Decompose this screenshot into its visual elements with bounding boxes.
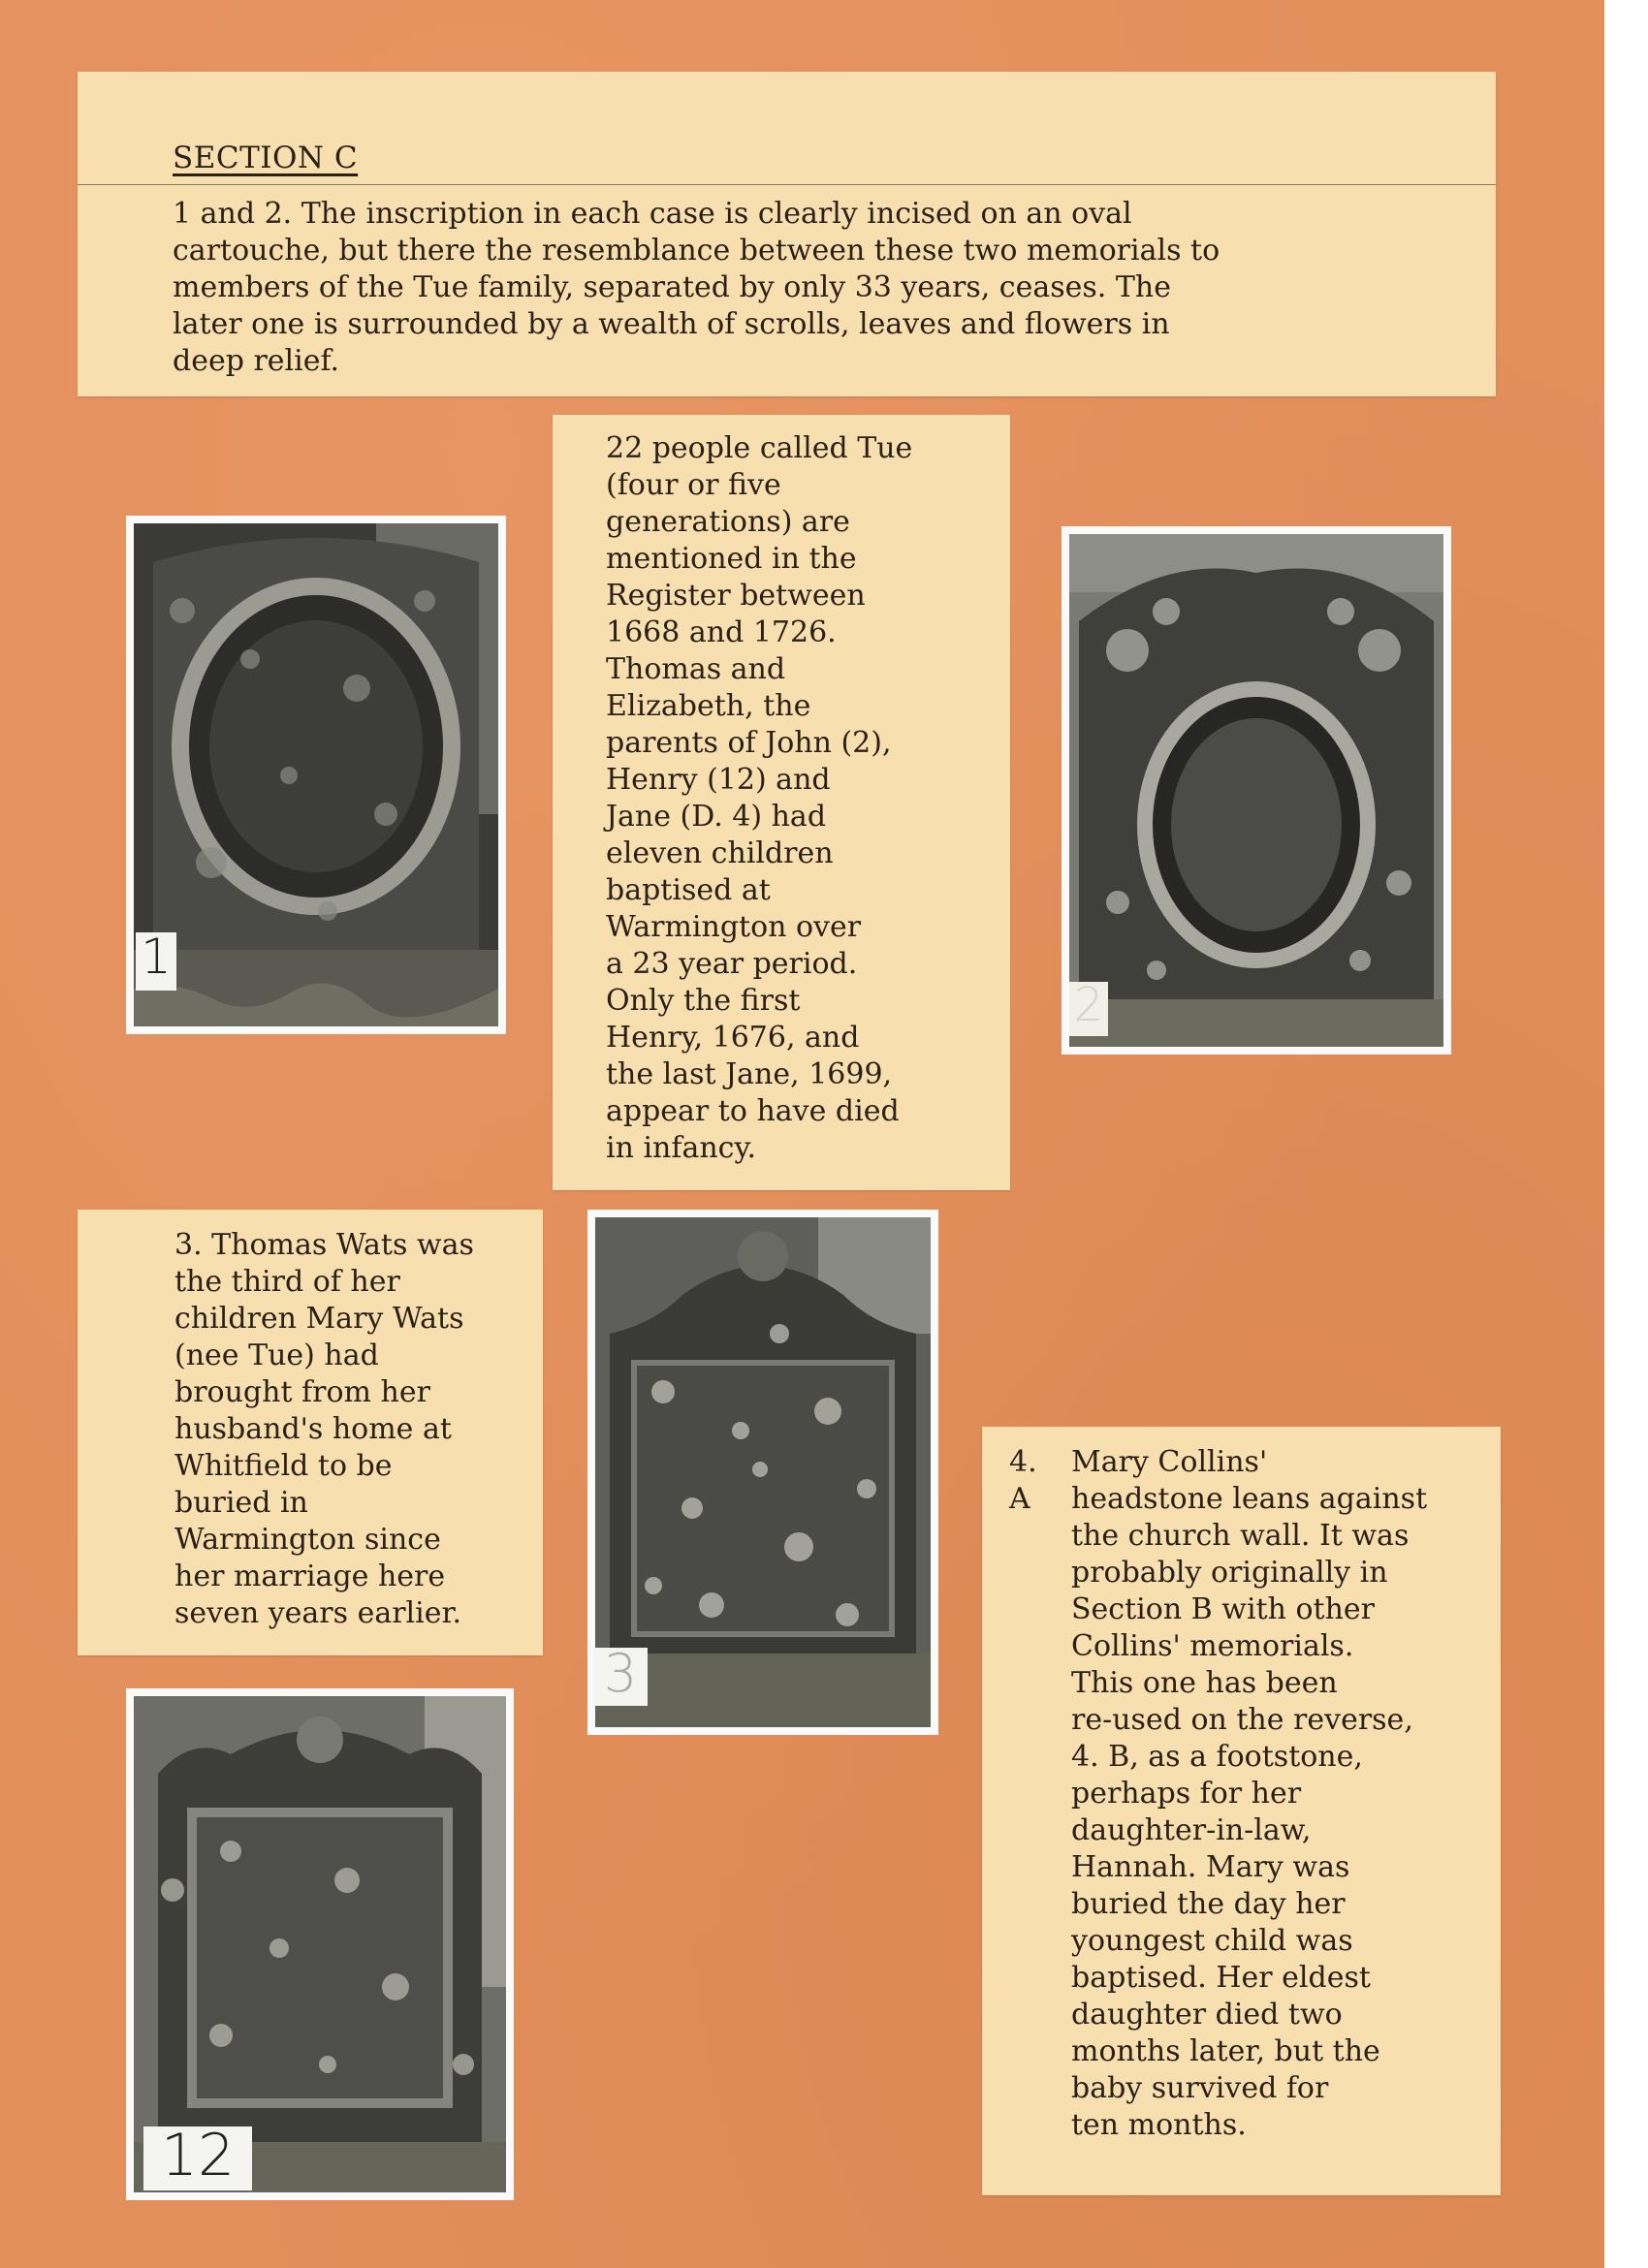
mary-collins-note-card [982,1427,1501,2195]
photo-number-tag-2: 2 [1069,982,1108,1036]
headstone-12-image [134,1696,506,2192]
mary-collins-item-number: 4. [1009,1445,1037,1479]
section-intro-text: 1 and 2. The inscription in each case is clearly incised on an oval cartouche, but there the resemblance between these two memorials to members of the Tue family, separated by only 33 years, ceases. The later one is surrounded by a wealth of scrolls, leaves and flowers in deep relief. [173,197,1220,378]
headstone-photo-12 [126,1688,514,2200]
thomas-wats-note-card [78,1210,543,1655]
headstone-photo-2 [1062,526,1451,1055]
tue-family-note-card [553,415,1010,1190]
photo-number-tag-1: 1 [136,932,176,991]
photo-number-tag-3: 3 [593,1648,648,1706]
tue-family-note-text: 22 people called Tue (four or five generations) are mentioned in the Register between 1668 and 1726. Thomas and Elizabeth, the parents of John (2), Henry (12) and Jane (D. 4) had eleven children baptised at Warmington over a 23 year period. Only the first Henry, 1676, and the last Jane, 1699, appear to have died in infancy. [606,431,913,1165]
thomas-wats-note-text: 3. Thomas Wats was the third of her children Mary Wats (nee Tue) had brought from her husband's home at Whitfield to be buried in Warmington since her marriage here seven years earlier. [174,1228,474,1630]
mary-collins-note-text: Mary Collins' headstone leans against the church wall. It was probably originally in Section B with other Collins' memorials. This one has been re-used on the reverse, 4. B, as a footstone, perhaps for her daughter-in-law, Hannah. Mary was buried the day her youngest child was baptised. Her eldest daughter died two months later, but the baby survived for ten months. [1071,1445,1428,2142]
headstone-photo-1 [126,516,506,1034]
headstone-2-image [1069,534,1443,1047]
headstone-1-image [134,523,498,1026]
header-divider [78,184,1496,185]
section-header-card [78,72,1496,396]
photo-number-tag-12: 12 [143,2126,252,2190]
mary-collins-item-letter: A [1009,1482,1030,1516]
section-title: SECTION C [173,141,359,175]
headstone-photo-3 [587,1210,938,1735]
